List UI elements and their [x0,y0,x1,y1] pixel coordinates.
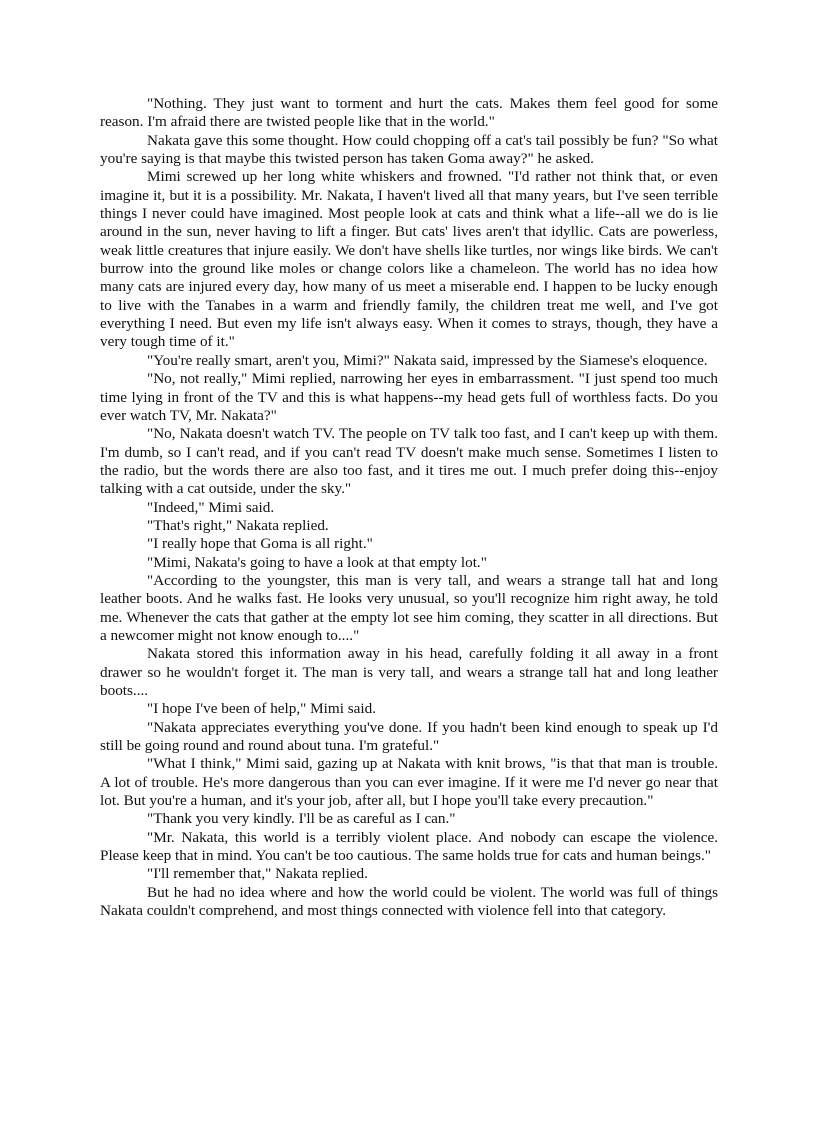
paragraph: "Mimi, Nakata's going to have a look at that empty lot." [147,553,487,571]
paragraph: Mimi screwed up her long white whiskers and frowned. "I'd rather not think that, or even imagine it, but it is a possibility. Mr. Nakata, I haven't lived all that many years, but I've seen terrible things I never could have imagined. Most people look at cats and think what a life--all we do is lie around in the sun, never having to lift a finger. But cats' lives aren't that idyllic. Cats are powerless, weak little creatures that injure easily. We don't have shells like turtles, nor wings like birds. We can't burrow into the ground like moles or change colors like a chameleon. The world has no idea how many cats are injured every day, how many of us meet a miserable end. I happen to be lucky enough to live with the Tanabes in a warm and friendly family, the children treat me well, and I've got everything I need. But even my life isn't always easy. When it comes to strays, though, they have a very tough time of it." [100,168,718,351]
paragraph: Nakata gave this some thought. How could chopping off a cat's tail possibly be fun? "So what you're saying is that maybe this twisted person has taken Goma away?" he asked. [100,131,718,168]
paragraph: "Nothing. They just want to torment and hurt the cats. Makes them feel good for some reason. I'm afraid there are twisted people like that in the world." [100,95,718,131]
paragraph: "I hope I've been of help," Mimi said. [147,700,376,718]
paragraph: "I really hope that Goma is all right." [147,535,373,553]
paragraph: "No, not really," Mimi replied, narrowing her eyes in embarrassment. "I just spend too much time lying in front of the TV and this is what happens--my head gets full of worthless facts. Do you ever watch TV, Mr. Nakata?" [100,370,718,424]
paragraph: "What I think," Mimi said, gazing up at Nakata with knit brows, "is that that man is trouble. A lot of trouble. He's more dangerous than you can ever imagine. If it were me I'd never go near that lot. But you're a human, and it's your job, after all, but I hope you'll take every precaution." [100,755,718,810]
paragraph: "I'll remember that," Nakata replied. [147,865,368,883]
paragraph: But he had no idea where and how the world could be violent. The world was full of things Nakata couldn't comprehend, and most things connected with violence fell into that category. [100,883,718,920]
document-page [100,95,718,920]
paragraph: "According to the youngster, this man is very tall, and wears a strange tall hat and long leather boots. And he walks fast. He looks very unusual, so you'll recognize him right away, he told me. Whenever the cats that gather at the empty lot see him coming, they scatter in all directions. But a newcomer might not know enough to...." [100,571,718,644]
paragraph: "Mr. Nakata, this world is a terribly violent place. And nobody can escape the violence. Please keep that in mind. You can't be too cautious. The same holds true for cats and human beings." [100,828,718,865]
paragraph: "Indeed," Mimi said. [147,498,275,516]
paragraph: "Thank you very kindly. I'll be as careful as I can." [147,810,456,828]
paragraph: "Nakata appreciates everything you've done. If you hadn't been kind enough to speak up I'd still be going round and round about tuna. I'm grateful." [100,718,718,755]
paragraph: "No, Nakata doesn't watch TV. The people on TV talk too fast, and I can't keep up with them. I'm dumb, so I can't read, and if you can't read TV doesn't make much sense. Sometimes I listen to the radio, but the words there are also too fast, and it tires me out. I much prefer doing this--enjoy talking with a cat outside, under the sky." [100,425,718,498]
paragraph: "That's right," Nakata replied. [147,516,329,534]
paragraph: Nakata stored this information away in his head, carefully folding it all away in a front drawer so he wouldn't forget it. The man is very tall, and wears a strange tall hat and long leather boots.... [100,645,718,699]
paragraph: "You're really smart, aren't you, Mimi?" Nakata said, impressed by the Siamese's eloquence. [147,351,708,369]
